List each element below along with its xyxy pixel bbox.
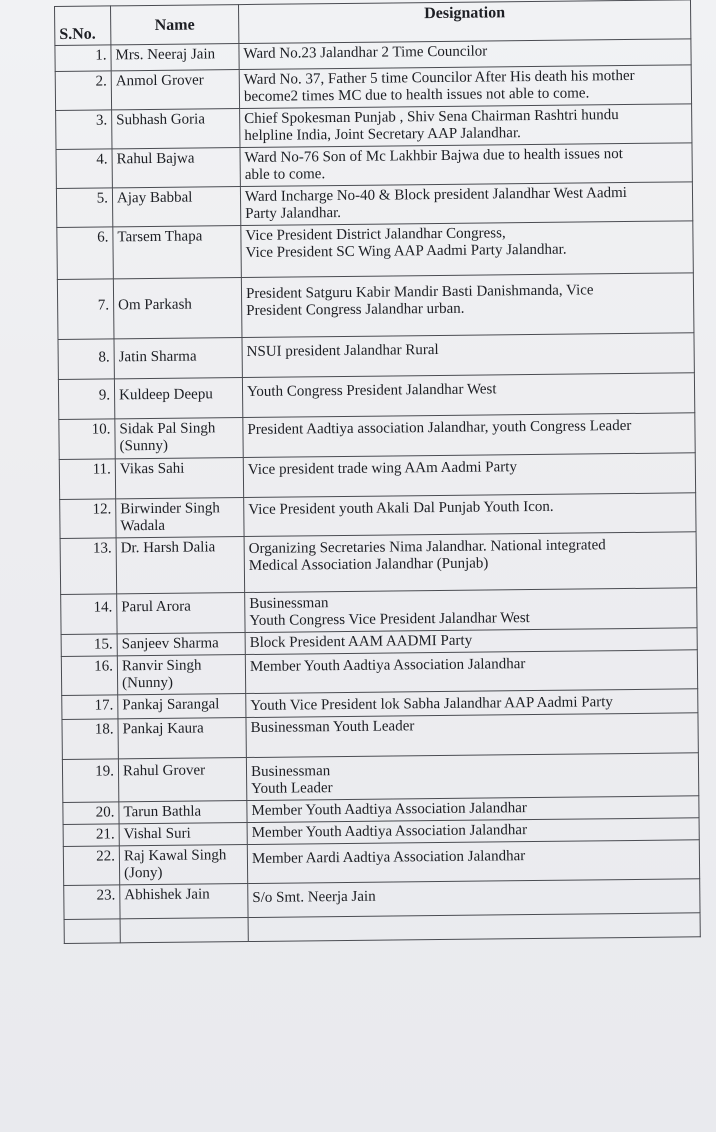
row-name-text: Mrs. Neeraj Jain <box>115 46 216 64</box>
row-designation-text: Vice President District Jalandhar Congress, Vice President SC Wing AAP Aadmi Party Jalandhar. <box>245 225 567 262</box>
row-designation-text: Ward No-76 Son of Mc Lakhbir Bajwa due to health issues not able to come. <box>244 146 623 184</box>
row-name-text: Ajay Babbal <box>116 189 193 207</box>
row-sno: 14. <box>61 594 117 635</box>
row-name <box>113 278 242 339</box>
document-sheet <box>54 0 700 944</box>
row-name-text: Sanjeev Sharma <box>121 635 219 653</box>
row-name <box>115 458 243 499</box>
table-body <box>55 39 700 944</box>
row-name <box>120 884 248 919</box>
row-name <box>116 537 245 594</box>
row-designation-text: Member Youth Aadtiya Association Jalandhar <box>249 656 526 675</box>
row-designation-text: Member Youth Aadtiya Association Jalandhar <box>251 822 528 841</box>
row-sno: 12. <box>60 499 116 539</box>
row-name <box>112 148 240 188</box>
row-designation-text: Chief Spokesman Punjab , Shiv Sena Chairman Rashtri hundu helpline India, Joint Secretary AAP Jalandhar. <box>244 107 619 145</box>
row-name-text: Vikas Sahi <box>119 460 185 478</box>
row-sno: 9. <box>58 379 114 420</box>
row-sno: 7. <box>57 279 114 340</box>
header-designation: Designation <box>238 0 690 44</box>
row-designation-text: Youth Congress President Jalandhar West <box>246 381 497 400</box>
row-name-text: Vishal Suri <box>123 825 191 843</box>
row-sno: 22. <box>63 846 119 886</box>
row-designation-text: Vice president trade wing AAm Aadmi Party <box>247 459 517 478</box>
row-designation <box>241 273 694 338</box>
table-row <box>61 588 697 635</box>
row-sno: 13. <box>60 538 117 595</box>
row-designation-text: Businessman Youth Leader <box>250 718 415 736</box>
row-sno: 5. <box>56 188 112 228</box>
row-name-text: Pankaj Kaura <box>122 720 204 738</box>
blank-cell <box>64 919 120 944</box>
row-name-text: Parul Arora <box>121 598 191 616</box>
row-designation-text: Member Youth Aadtiya Association Jalandhar <box>251 800 527 819</box>
table-row <box>60 493 696 539</box>
row-designation-text: Organizing Secretaries Nima Jalandhar. National integrated Medical Association Jalandhar (Punjab) <box>248 537 606 574</box>
row-name-text: Abhishek Jain <box>124 886 210 904</box>
row-name <box>117 655 245 695</box>
header-name: Name <box>111 5 239 45</box>
row-designation-text: Ward Incharge No-40 & Block president Jalandhar West Aadmi Party Jalandhar. <box>244 185 628 223</box>
row-name-text: Sidak Pal Singh (Sunny) <box>119 420 216 455</box>
row-name <box>114 378 242 419</box>
row-name <box>119 801 247 824</box>
row-name-text: Birwinder Singh Wadala <box>120 500 220 535</box>
row-name-text: Anmol Grover <box>115 72 204 90</box>
row-designation <box>240 143 692 187</box>
row-name <box>112 109 240 149</box>
row-designation <box>245 650 697 694</box>
row-name-text: Pankaj Sarangal <box>122 696 220 714</box>
row-sno: 11. <box>59 459 115 500</box>
table-row <box>60 532 697 595</box>
table-header-row <box>55 0 691 45</box>
row-name <box>112 187 240 227</box>
table-row <box>63 840 699 886</box>
header-sno: S.No. <box>55 6 111 46</box>
row-designation <box>243 413 695 458</box>
row-sno: 18. <box>62 719 118 760</box>
table-row <box>55 65 691 111</box>
row-name-text: Subhash Goria <box>116 111 206 129</box>
table-row <box>56 104 692 150</box>
row-sno: 8. <box>58 339 114 380</box>
table-row <box>57 221 694 280</box>
row-sno: 21. <box>63 824 119 847</box>
row-name-text: Om Parkash <box>118 296 192 314</box>
blank-cell <box>120 918 248 943</box>
row-designation-text: Block President AAM AADMI Party <box>249 632 473 651</box>
row-designation-text: Member Aardi Aadtiya Association Jalandhar <box>251 848 526 867</box>
row-designation <box>245 588 697 633</box>
row-name-text: Dr. Harsh Dalia <box>120 539 216 557</box>
row-sno: 1. <box>55 45 111 72</box>
row-designation <box>241 221 694 278</box>
table-row <box>62 713 698 760</box>
row-designation <box>242 373 694 418</box>
table-row <box>56 143 692 189</box>
row-sno: 20. <box>63 802 119 825</box>
row-name <box>119 845 247 885</box>
row-name-text: Jatin Sharma <box>118 348 197 366</box>
row-designation-text: Vice President youth Akali Dal Punjab Youth Icon. <box>248 498 554 518</box>
row-name-text: Ranvir Singh (Nunny) <box>121 657 202 692</box>
row-designation-text: Businessman Youth Leader <box>250 763 333 797</box>
row-designation-text: NSUI president Jalandhar Rural <box>246 341 439 361</box>
row-name <box>116 498 244 538</box>
row-sno: 15. <box>61 634 117 657</box>
row-name-text: Kuldeep Deepu <box>118 386 213 404</box>
row-sno: 10. <box>59 419 115 460</box>
table-row <box>58 373 694 420</box>
row-designation-text: President Satguru Kabir Mandir Basti Danishmanda, Vice President Congress Jalandhar urban. <box>245 282 594 320</box>
row-name <box>114 338 242 379</box>
row-designation <box>243 453 695 498</box>
row-name-text: Raj Kawal Singh (Jony) <box>123 847 227 882</box>
row-designation <box>246 713 698 758</box>
table-row <box>59 453 695 500</box>
row-name <box>115 418 243 459</box>
table-row <box>58 333 694 380</box>
row-sno: 2. <box>55 71 111 111</box>
row-name-text: Rahul Bajwa <box>116 150 195 168</box>
blank-cell <box>248 913 700 942</box>
table-row <box>61 650 697 696</box>
row-designation-text: Youth Vice President lok Sabha Jalandhar AAP Aadmi Party <box>250 694 613 714</box>
row-sno: 6. <box>57 227 114 280</box>
row-name <box>117 633 245 656</box>
row-sno: 4. <box>56 149 112 189</box>
row-name-text: Tarun Bathla <box>123 803 202 821</box>
table-row <box>59 413 695 460</box>
row-name <box>117 593 245 634</box>
row-designation-text: Ward No.23 Jalandhar 2 Time Councilor <box>243 43 488 63</box>
row-name <box>118 694 246 719</box>
row-designation <box>240 104 692 148</box>
row-name <box>111 70 239 110</box>
row-designation-text: Ward No. 37, Father 5 time Councilor After His death his mother become2 times MC due to health issues not able to come. <box>243 67 635 106</box>
row-name-text: Tarsem Thapa <box>117 228 203 246</box>
row-designation <box>247 840 699 884</box>
table-row <box>57 273 694 340</box>
table-row <box>56 182 692 228</box>
row-designation <box>240 182 692 226</box>
row-name <box>113 226 242 279</box>
row-name <box>118 758 246 802</box>
row-designation <box>246 753 698 801</box>
row-designation <box>244 493 696 537</box>
members-table <box>54 0 701 944</box>
row-sno: 16. <box>61 656 117 696</box>
row-designation <box>242 333 694 378</box>
row-sno: 3. <box>56 110 112 150</box>
row-sno: 23. <box>64 885 120 920</box>
row-designation <box>244 532 697 593</box>
row-name-text: Rahul Grover <box>122 762 206 780</box>
row-designation <box>239 65 691 109</box>
table-row <box>62 753 698 803</box>
row-designation-text: President Aadtiya association Jalandhar, youth Congress Leader <box>247 417 632 438</box>
row-designation-text: S/o Smt. Neerja Jain <box>252 888 376 906</box>
row-name <box>119 823 247 846</box>
row-sno: 17. <box>62 695 118 720</box>
row-name <box>111 44 239 71</box>
row-designation-text: Businessman Youth Congress Vice President Jalandhar West <box>249 595 530 629</box>
row-designation <box>248 879 700 918</box>
row-name <box>118 718 246 759</box>
row-sno: 19. <box>62 759 118 803</box>
